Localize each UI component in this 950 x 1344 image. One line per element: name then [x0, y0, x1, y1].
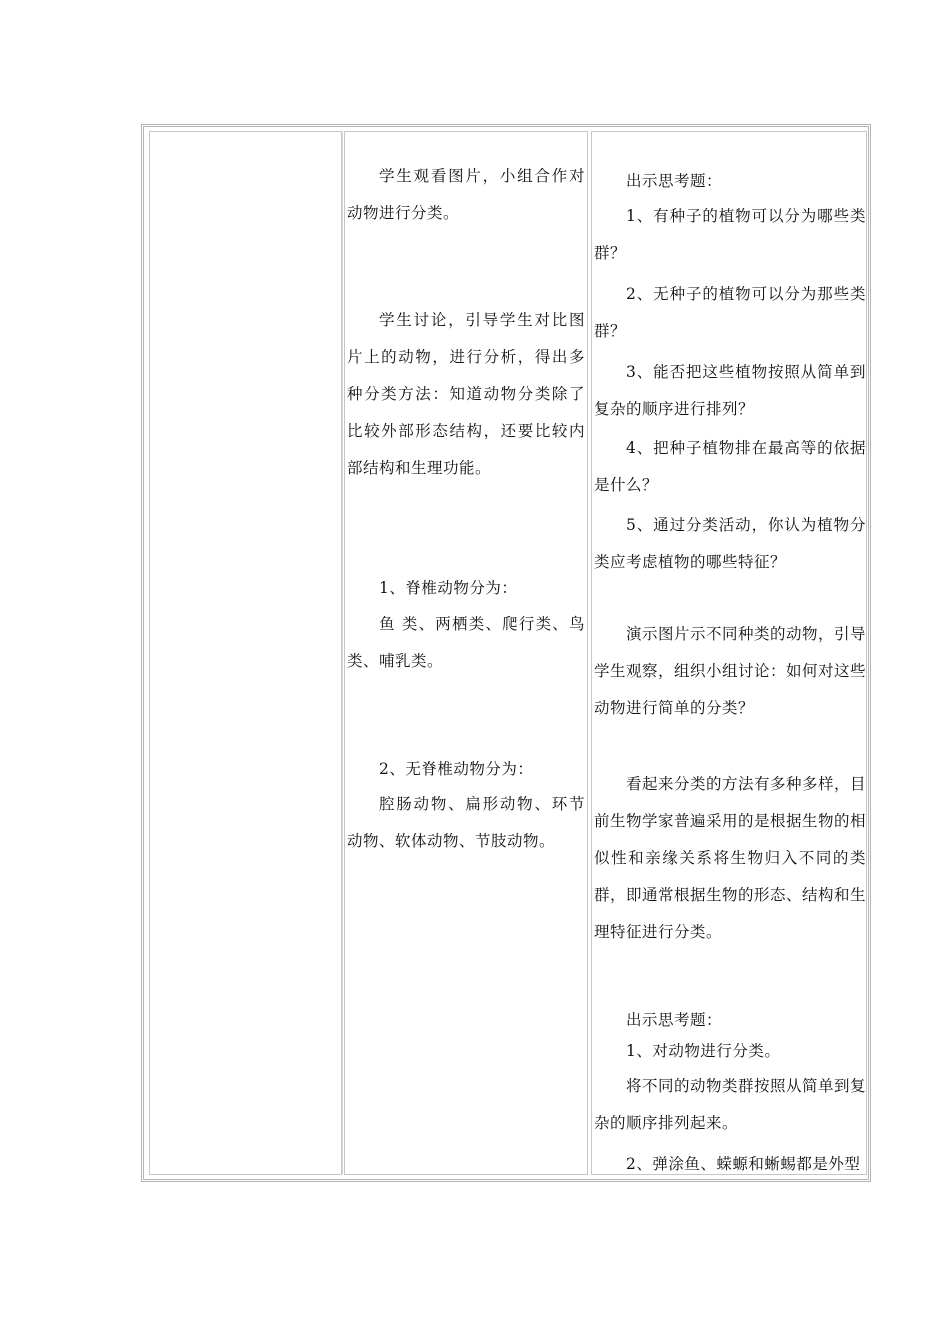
- student-paragraph-3: 1、脊椎动物分为：: [379, 579, 518, 597]
- teacher-paragraph-1: 出示思考题：: [626, 172, 723, 190]
- teacher-paragraph-12: 2、弹涂鱼、蝾螈和蜥蜴都是外型: [626, 1155, 861, 1173]
- student-paragraph-4: 鱼 类、两栖类、爬行类、鸟类、哺乳类。: [347, 615, 585, 670]
- student-paragraph-1: 学生观看图片，小组合作对动物进行分类。: [347, 167, 585, 222]
- teacher-paragraph-11: 将不同的动物类群按照从简单到复杂的顺序排列起来。: [594, 1077, 867, 1132]
- teacher-paragraph-8: 看起来分类的方法有多种多样，目前生物学家普遍采用的是根据生物的相似性和亲缘关系将生物归入不同的类群，即通常根据生物的形态、结构和生理特征进行分类。: [594, 775, 867, 941]
- student-paragraph-6: 腔肠动物、扁形动物、环节动物、软体动物、节肢动物。: [347, 795, 585, 850]
- teacher-paragraph-3: 2、无种子的植物可以分为那些类群？: [594, 285, 866, 340]
- table-cell-empty: [149, 131, 342, 1175]
- teacher-paragraph-10: 1、对动物进行分类。: [626, 1042, 781, 1060]
- teacher-paragraph-2: 1、有种子的植物可以分为哪些类群？: [594, 207, 866, 262]
- lesson-table: [141, 124, 871, 1182]
- student-paragraph-5: 2、无脊椎动物分为：: [379, 760, 534, 778]
- teacher-paragraph-5: 4、把种子植物排在最高等的依据是什么？: [594, 439, 866, 494]
- teacher-paragraph-9: 出示思考题：: [626, 1011, 723, 1029]
- table-cell-student-activity: [344, 131, 588, 1175]
- table-cell-teacher-activity: [591, 131, 867, 1175]
- teacher-paragraph-4: 3、能否把这些植物按照从简单到复杂的顺序进行排列？: [594, 363, 866, 418]
- student-paragraph-2: 学生讨论，引导学生对比图片上的动物，进行分析，得出多种分类方法：知道动物分类除了比较外部形态结构，还要比较内部结构和生理功能。: [347, 311, 585, 477]
- teacher-paragraph-7: 演示图片示不同种类的动物，引导学生观察，组织小组讨论：如何对这些动物进行简单的分类？: [594, 625, 867, 717]
- teacher-paragraph-6: 5、通过分类活动，你认为植物分类应考虑植物的哪些特征？: [594, 516, 866, 571]
- cell-divider: [342, 132, 343, 1174]
